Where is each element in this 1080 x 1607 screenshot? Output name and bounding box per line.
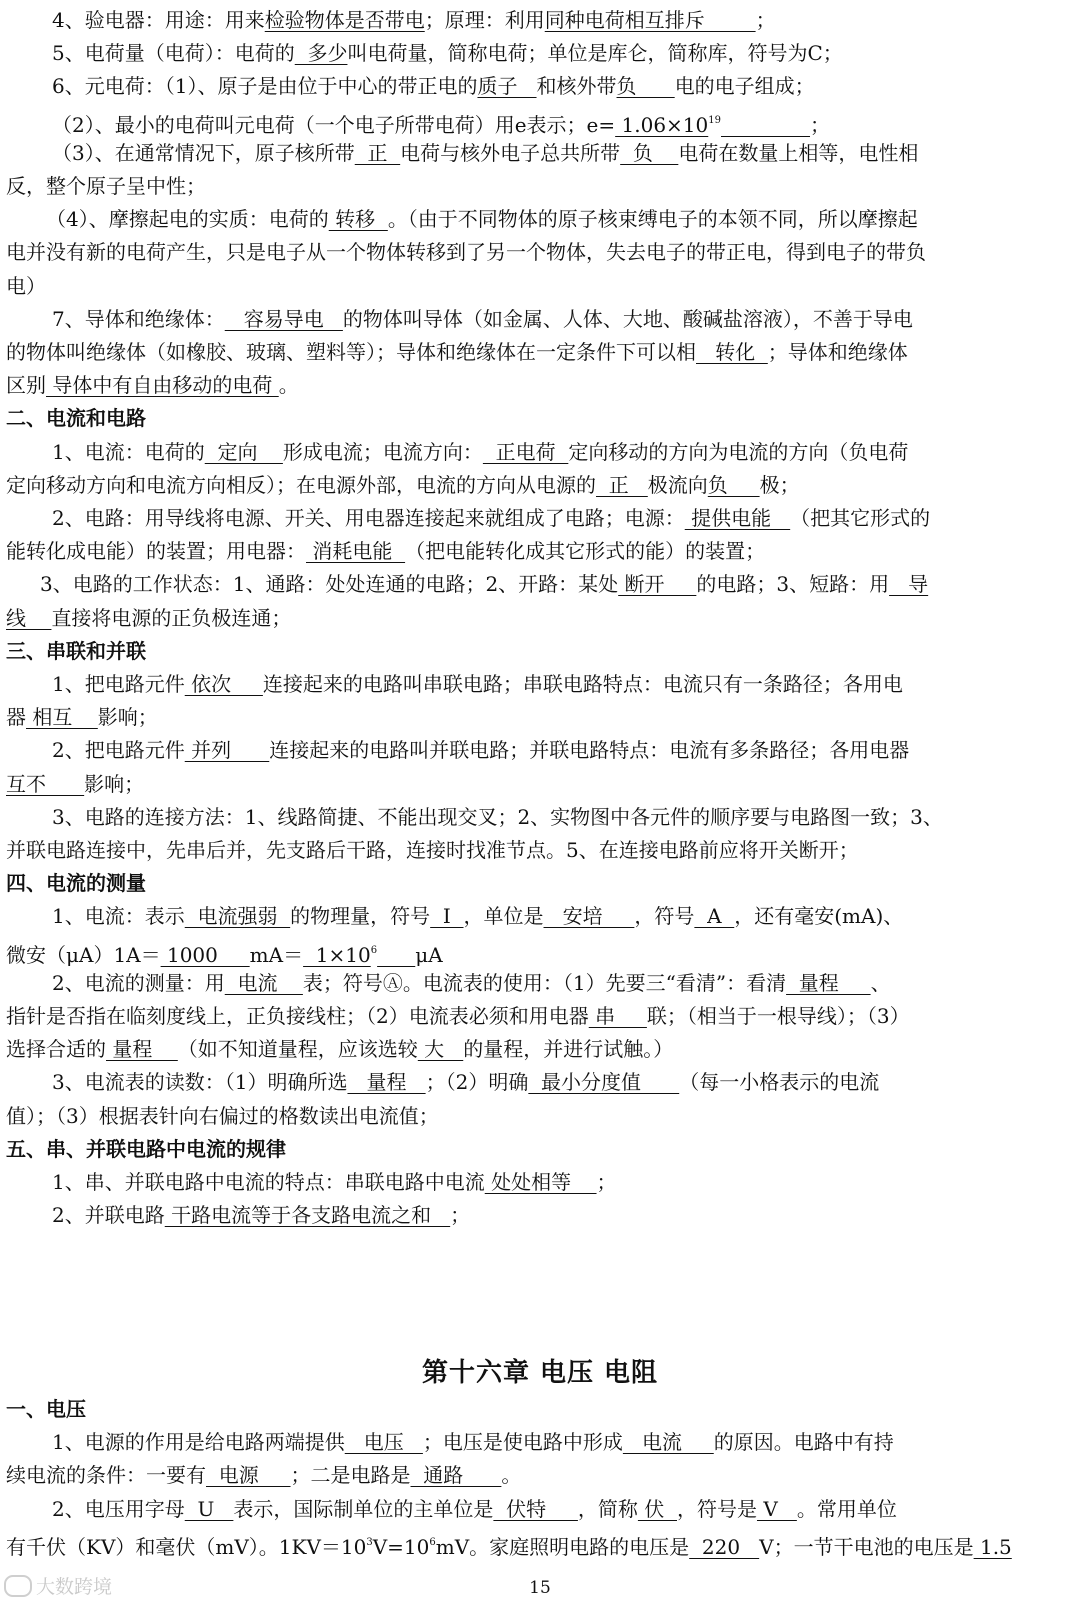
- text-line: [6, 701, 1072, 734]
- text-run: 微安（μA）1A＝: [6, 942, 161, 967]
- superscript: 19: [708, 114, 721, 126]
- answer-blank: 220: [689, 1534, 760, 1559]
- text-line: [6, 436, 1080, 469]
- text-run: 叫电荷量，简称电荷；单位是库仑，简称库，符号为C；: [347, 41, 843, 66]
- text-run: （3）、在通常情况下，原子核所带: [52, 140, 355, 165]
- text-run: 、: [870, 970, 891, 995]
- section-heading: [6, 635, 1072, 668]
- text-line: [6, 4, 1080, 37]
- text-run: 2、电压用字母: [52, 1496, 185, 1521]
- text-run: 4、验电器：用途：用来: [52, 8, 265, 32]
- text-run: （把其它形式的: [790, 506, 931, 530]
- text-run: 器: [6, 705, 26, 730]
- answer-blank: 断开: [618, 572, 697, 597]
- text-run: 和核外带: [536, 74, 617, 99]
- answer-blank: 量程: [347, 1070, 426, 1095]
- text-line: [6, 1199, 1080, 1232]
- text-line: [6, 37, 1080, 70]
- text-run: ，简称: [577, 1496, 638, 1521]
- text-line: [6, 1100, 1072, 1133]
- answer-blank: 1.5: [973, 1534, 1012, 1559]
- text-run: 影响；: [84, 771, 145, 796]
- answer-blank: 消耗电能: [306, 539, 406, 564]
- text-run: 7、导体和绝缘体：: [52, 306, 225, 331]
- text-line: [6, 137, 1080, 170]
- answer-blank: 电流强弱: [184, 904, 291, 929]
- text-line: [6, 270, 1072, 303]
- text-run: 形成电流；电流方向：: [282, 439, 483, 464]
- answer-blank: 并列: [184, 738, 270, 763]
- text-run: 直接将电源的正负极连通；: [51, 605, 292, 630]
- answer-blank: 导体中有自由移动的电荷: [46, 373, 279, 398]
- text-line: [6, 303, 1080, 336]
- text-run: 电的电子组成；: [674, 74, 815, 99]
- text-line: [6, 1166, 1080, 1199]
- text-line: [6, 900, 1080, 933]
- page-number: 15: [529, 1578, 551, 1598]
- text-line: [6, 967, 1080, 1000]
- answer-blank: 检验物体是否带电: [264, 8, 425, 32]
- chapter-title: 第十六章 电压 电阻: [421, 1358, 659, 1388]
- text-run: 2、电路：用导线将电源、开关、用电器连接起来就组成了电路；电源：: [52, 506, 685, 530]
- text-line: [6, 1426, 1080, 1459]
- answer-blank: 1000: [160, 942, 250, 967]
- text-run: 3、电流表的读数：（1）明确所选: [52, 1070, 348, 1095]
- text-run: 极；: [759, 472, 800, 497]
- superscript: 3: [366, 1536, 373, 1548]
- text-run: 电）: [6, 273, 46, 298]
- text-run: ，还有毫安(mA)、: [734, 904, 904, 929]
- text-line: [6, 502, 1080, 535]
- answer-blank: 负: [707, 472, 760, 497]
- text-run: ；: [450, 1203, 471, 1228]
- text-line: [6, 203, 1080, 236]
- answer-blank: 容易导电: [224, 306, 343, 331]
- text-run: 3、电路的工作状态：1、通路：处处连通的电路；2、开路：某处: [40, 572, 619, 597]
- answer-blank: I: [430, 904, 464, 929]
- answer-blank: 正: [596, 472, 648, 497]
- text-run: 能转化成电能）的装置；用电器：: [6, 539, 306, 564]
- text-run: ；（2）明确: [425, 1070, 529, 1095]
- superscript: 6: [370, 944, 378, 956]
- text-run: 。常用单位: [796, 1496, 897, 1521]
- text-line: [6, 1493, 1080, 1526]
- answer-blank: 量程: [786, 970, 871, 995]
- text-run: 五、串、并联电路中电流的规律: [6, 1136, 286, 1161]
- answer-blank: 伏特: [493, 1496, 578, 1521]
- answer-blank: 负: [620, 140, 679, 165]
- text-line: [6, 236, 1072, 269]
- text-run: 5、电荷量（电荷）：电荷的: [52, 41, 295, 66]
- text-run: 2、电流的测量：用: [52, 970, 225, 995]
- section-heading: [6, 402, 1072, 435]
- answer-blank: 1×10: [303, 942, 371, 967]
- text-run: （把电能转化成其它形式的能）的装置；: [405, 539, 766, 564]
- text-run: 一、电压: [6, 1397, 86, 1421]
- text-run: 。: [278, 373, 299, 398]
- text-run: 三、串联和并联: [6, 638, 146, 663]
- answer-blank: 相互: [26, 705, 98, 730]
- text-run: ，符号是: [676, 1496, 757, 1521]
- answer-blank: 1.06×10: [615, 112, 709, 137]
- text-line: [6, 369, 1072, 402]
- answer-blank: 质子: [477, 74, 537, 99]
- answer-blank: 串: [588, 1004, 647, 1028]
- text-run: ；导体和绝缘体: [767, 340, 908, 364]
- superscript: 6: [429, 1536, 436, 1548]
- text-run: ；二是电路是: [290, 1463, 411, 1488]
- answer-blank: 通路: [410, 1463, 502, 1488]
- answer-blank: 依次: [184, 672, 263, 696]
- text-run: 反，整个原子呈中性；: [6, 174, 206, 198]
- text-run: （如不知道量程，应该选较: [177, 1037, 418, 1062]
- text-line: [6, 1459, 1072, 1492]
- text-run: ，符号: [634, 904, 695, 929]
- text-run: 有千伏（KV）和毫伏（mV）。1KV＝10: [6, 1534, 367, 1559]
- text-line: [6, 602, 1072, 635]
- answer-blank: 处处相等: [484, 1170, 597, 1194]
- answer-blank: 量程: [106, 1037, 178, 1062]
- answer-blank: [721, 113, 810, 137]
- text-run: 2、把电路元件: [52, 738, 185, 763]
- answer-blank: 互不: [6, 771, 85, 796]
- text-run: 电荷与核外电子总共所带: [400, 140, 621, 165]
- text-run: 的原因。电路中有持: [713, 1430, 894, 1455]
- text-run: （每一小格表示的电流: [679, 1070, 880, 1095]
- answer-blank: 负: [616, 74, 675, 99]
- text-line: [6, 1526, 1072, 1564]
- answer-blank: 导: [889, 572, 929, 597]
- answer-blank: 电压: [344, 1430, 423, 1455]
- text-run: 1、电流：电荷的: [52, 439, 205, 464]
- text-run: ；电压是使电路中形成: [422, 1430, 623, 1455]
- text-run: 并联电路连接中，先串后并，先支路后干路，连接时找准节点。5、在连接电路前应将开关断开；: [6, 838, 859, 862]
- answer-blank: 安培: [543, 904, 635, 929]
- text-run: 的物体叫导体（如金属、人体、大地、酸碱盐溶液），不善于导电: [342, 306, 913, 331]
- text-line: [6, 768, 1072, 801]
- text-run: 的物体叫绝缘体（如橡胶、玻璃、塑料等）；导体和绝缘体在一定条件下可以相: [6, 340, 696, 364]
- text-run: 1、串、并联电路中电流的特点：串联电路中电流: [52, 1170, 485, 1194]
- text-run: ；原理：利用: [424, 8, 545, 32]
- text-run: 的量程，并进行试触。）: [463, 1037, 674, 1062]
- text-run: V；一节干电池的电压是: [759, 1534, 974, 1559]
- watermark-text: 大数跨境: [36, 1576, 113, 1598]
- text-run: 。（由于不同物体的原子核束缚电子的本领不同，所以摩擦起: [387, 207, 918, 232]
- section-heading: [6, 1133, 1072, 1166]
- text-run: 影响；: [97, 705, 158, 730]
- text-run: 6、元电荷：（1）、原子是由位于中心的带正电的: [52, 74, 478, 99]
- answer-blank: 最小分度值: [528, 1070, 680, 1095]
- answer-blank: 提供电能: [684, 506, 791, 530]
- text-run: 3、电路的连接方法：1、线路简捷、不能出现交叉；2、实物图中各元件的顺序要与电路图一致；3、: [52, 804, 943, 829]
- answer-blank: 多少: [294, 41, 348, 66]
- text-line: [6, 535, 1072, 568]
- answer-blank: 正: [354, 140, 401, 165]
- answer-blank: 电源: [206, 1463, 291, 1488]
- answer-blank: 定向: [204, 439, 283, 464]
- text-run: 。: [501, 1463, 522, 1488]
- answer-blank: 转移: [328, 207, 388, 232]
- answer-blank: 同种电荷相互排斥: [544, 8, 756, 32]
- text-run: 1、电源的作用是给电路两端提供: [52, 1430, 345, 1455]
- answer-blank: U: [184, 1496, 234, 1521]
- text-run: 选择合适的: [6, 1037, 106, 1062]
- text-run: 续电流的条件：一要有: [6, 1463, 206, 1488]
- section-heading: [6, 1393, 1072, 1426]
- text-line: [6, 668, 1080, 701]
- text-run: （2）、最小的电荷叫元电荷（一个电子所带电荷）用e表示；e=: [52, 112, 616, 137]
- text-run: 二、电流和电路: [6, 406, 146, 431]
- text-line: [6, 801, 1080, 834]
- answer-blank: 大: [417, 1037, 464, 1062]
- text-run: 的物理量，符号: [290, 904, 431, 929]
- text-run: 值）；（3）根据表针向右偏过的格数读出电流值；: [6, 1103, 439, 1128]
- answer-blank: 伏: [637, 1496, 677, 1521]
- text-run: 表；符号Ⓐ。电流表的使用：（1）先要三“看清”：看清: [302, 970, 787, 995]
- answer-blank: A: [694, 904, 735, 929]
- answer-blank: 电流: [622, 1430, 714, 1455]
- text-line: [6, 1066, 1080, 1099]
- text-run: 区别: [6, 373, 46, 398]
- text-run: 2、并联电路: [52, 1203, 165, 1228]
- text-run: mV。家庭照明电路的电压是: [435, 1534, 690, 1559]
- text-run: ；: [810, 112, 831, 137]
- text-run: 连接起来的电路叫并联电路；并联电路特点：电流有多条路径；各用电器: [269, 738, 910, 763]
- text-run: 极流向: [647, 472, 708, 497]
- text-run: ；: [755, 8, 776, 32]
- text-run: 电并没有新的电荷产生，只是电子从一个物体转移到了另一个物体，失去电子的带正电，得到电子的带负: [6, 240, 926, 265]
- text-line: [6, 469, 1072, 502]
- text-run: 的电路；3、短路：用: [696, 572, 890, 597]
- text-run: ，单位是: [463, 904, 544, 929]
- text-run: mA＝: [249, 942, 304, 967]
- text-run: μA: [415, 942, 443, 967]
- text-run: 1、电流：表示: [52, 904, 185, 929]
- text-run: 1、把电路元件: [52, 672, 185, 696]
- text-line: [6, 1033, 1072, 1066]
- text-run: （4）、摩擦起电的实质：电荷的: [46, 207, 329, 232]
- text-run: 连接起来的电路叫串联电路；串联电路特点：电流只有一条路径；各用电: [262, 672, 903, 696]
- answer-blank: 干路电流等于各支路电流之和: [164, 1203, 451, 1228]
- text-line: [6, 568, 1080, 601]
- text-line: [6, 834, 1072, 867]
- text-run: 电荷在数量上相等，电性相: [678, 140, 919, 165]
- text-run: ；: [596, 1170, 617, 1194]
- section-heading: [6, 867, 1072, 900]
- text-run: 定向移动的方向为电流的方向（负电荷: [568, 439, 909, 464]
- answer-blank: 转化: [696, 340, 768, 364]
- text-run: 四、电流的测量: [6, 871, 146, 896]
- text-run: 指针是否指在临刻度线上，正负接线柱；（2）电流表必须和用电器: [6, 1004, 589, 1028]
- text-line: [6, 170, 1072, 203]
- text-run: 表示，国际制单位的主单位是: [233, 1496, 494, 1521]
- answer-blank: 线: [6, 605, 52, 630]
- answer-blank: 正电荷: [482, 439, 569, 464]
- answer-blank: V: [756, 1496, 797, 1521]
- text-line: [6, 70, 1080, 103]
- text-run: 联；（相当于一根导线）；（3）: [646, 1004, 910, 1028]
- text-line: [6, 336, 1072, 369]
- text-run: 定向移动方向和电流方向相反）；在电源外部，电流的方向从电源的: [6, 472, 596, 497]
- text-line: [6, 1000, 1072, 1033]
- text-line: [6, 734, 1080, 767]
- answer-blank: 电流: [224, 970, 303, 995]
- answer-blank: [377, 943, 415, 967]
- text-run: V=10: [372, 1534, 430, 1559]
